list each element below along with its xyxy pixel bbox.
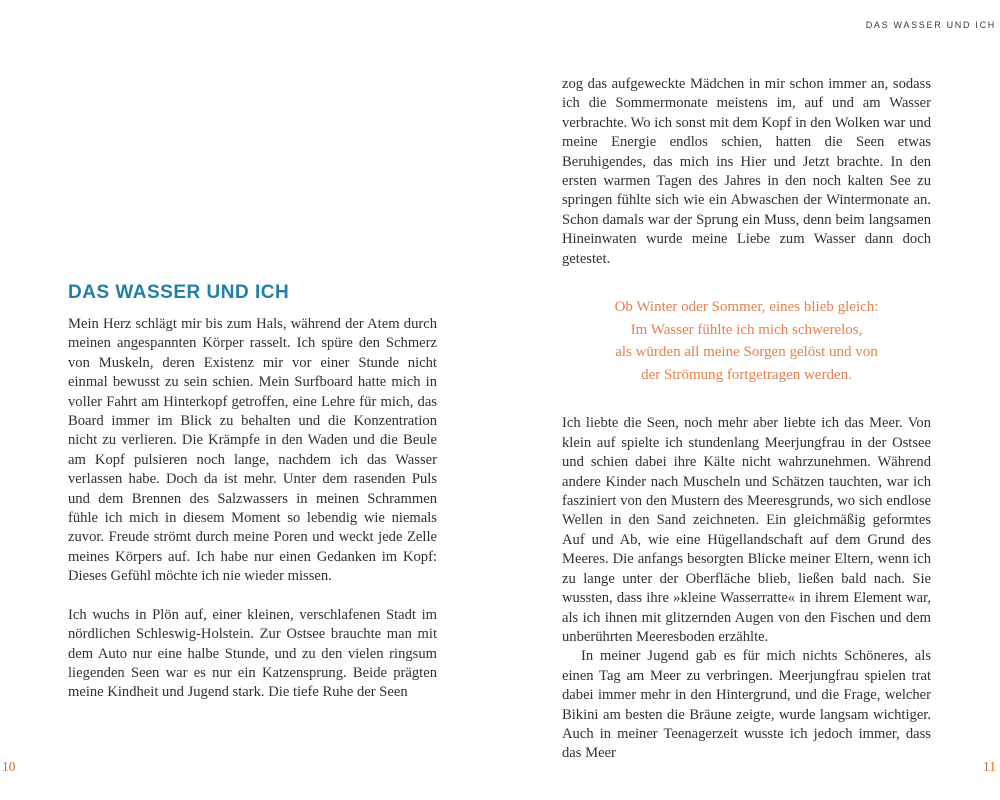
chapter-title: DAS WASSER UND ICH xyxy=(68,282,290,303)
pull-quote-line-2: Im Wasser fühlte ich mich schwerelos, xyxy=(630,321,863,338)
body-paragraph-continuation: zog das aufgeweckte Mädchen in mir schon immer an, sodass ich die Sommermonate meistens im, auf und am Wasser verbrachte. Wo ich sonst mit dem Kopf in den Wolken war und meine Energie endlos schien, hatten die Seen etwas Beruhigendes, das mich ins Hier und Jetzt brachte. In den ersten warmen Tagen des Jahres in den noch kalten See zu springen fühlte sich wie ein Abwaschen der Wintermonate an. Schon damals war der Sprung ein Muss, denn beim langsamen Hineinwaten wurde meine Liebe zum Wasser dann doch getestet. xyxy=(562,76,931,267)
pull-quote-line-1: Ob Winter oder Sommer, eines blieb gleich: xyxy=(614,299,879,316)
right-page-content xyxy=(562,75,931,764)
running-header: DAS WASSER UND ICH xyxy=(865,20,996,30)
page-number-left: 10 xyxy=(2,759,16,774)
page-number-right: 11 xyxy=(983,759,996,774)
pull-quote-line-3: als würden all meine Sorgen gelöst und von xyxy=(615,344,878,361)
left-page-content xyxy=(68,282,437,703)
body-paragraph-sea: Ich liebte die Seen, noch mehr aber liebte ich das Meer. Von klein auf spielte ich stundenlang Meerjungfrau in der Ostsee und schien dabei ihre Kälte nicht wahrzunehmen. Während andere Kinder nach Muscheln und Schätzen tauchten, war ich fasziniert von den Mustern des Meeresgrunds, wo sich endlose Wellen in den Sand zeichneten. Ein gleichmäßig geformtes Auf und Ab, wie eine Hügellandschaft auf dem Grund des Meeres. Die anfangs besorgten Blicke meiner Eltern, wenn ich zu lange unter der Oberfläche blieb, ließen bald nach. Sie wussten, dass ihre »kleine Wasserratte« in ihrem Element war, als ich ihnen mit glitzernden Augen von den Fischen und dem unberührten Meeresboden erzählte. xyxy=(562,415,931,645)
pull-quote-line-4: der Strömung fortgetragen werden. xyxy=(641,366,852,383)
body-paragraph-youth: In meiner Jugend gab es für mich nichts Schöneres, als einen Tag am Meer zu verbringen. Meerjungfrau spielen trat dabei immer mehr in den Hintergrund, und die Frage, welcher Bikini am besten die Bräune zeigte, wurde langsam wichtiger. Auch in meiner Teenagerzeit wusste ich jedoch immer, dass das Meer xyxy=(562,648,931,762)
body-paragraph-1: Mein Herz schlägt mir bis zum Hals, während der Atem durch meinen angespannten Körper rasselt. Ich spüre den Schmerz von Muskeln, deren Existenz mir vor einer Stunde nicht einmal bewusst zu sein schien. Mein Surfboard hatte mich in voller Fahrt am Hinterkopf getroffen, eine Lehre für mich, das Board immer im Blick zu behalten und die Konzentration nicht zu verlieren. Die Krämpfe in den Waden und die Beule am Kopf pulsieren noch lange, nachdem ich das Wasser verlassen habe. Doch da ist mehr. Unter dem rasenden Puls und dem Brennen des Salzwassers in meinen Schrammen fühle ich mich in diesem Moment so lebendig wie niemals zuvor. Freude strömt durch meine Poren und weckt jede Zelle meines Körpers auf. Ich habe nur einen Gedanken im Kopf: Dieses Gefühl möchte ich nie wieder missen. xyxy=(68,316,437,585)
pull-quote xyxy=(568,296,925,386)
body-paragraph-2: Ich wuchs in Plön auf, einer kleinen, verschlafenen Stadt im nördlichen Schleswig-Holstein. Zur Ostsee brauchte man mit dem Auto nur eine halbe Stunde, und zu den vielen ringsum liegenden Seen war es nur ein Katzensprung. Beide prägten meine Kindheit und Jugend stark. Die tiefe Ruhe der Seen xyxy=(68,606,437,701)
